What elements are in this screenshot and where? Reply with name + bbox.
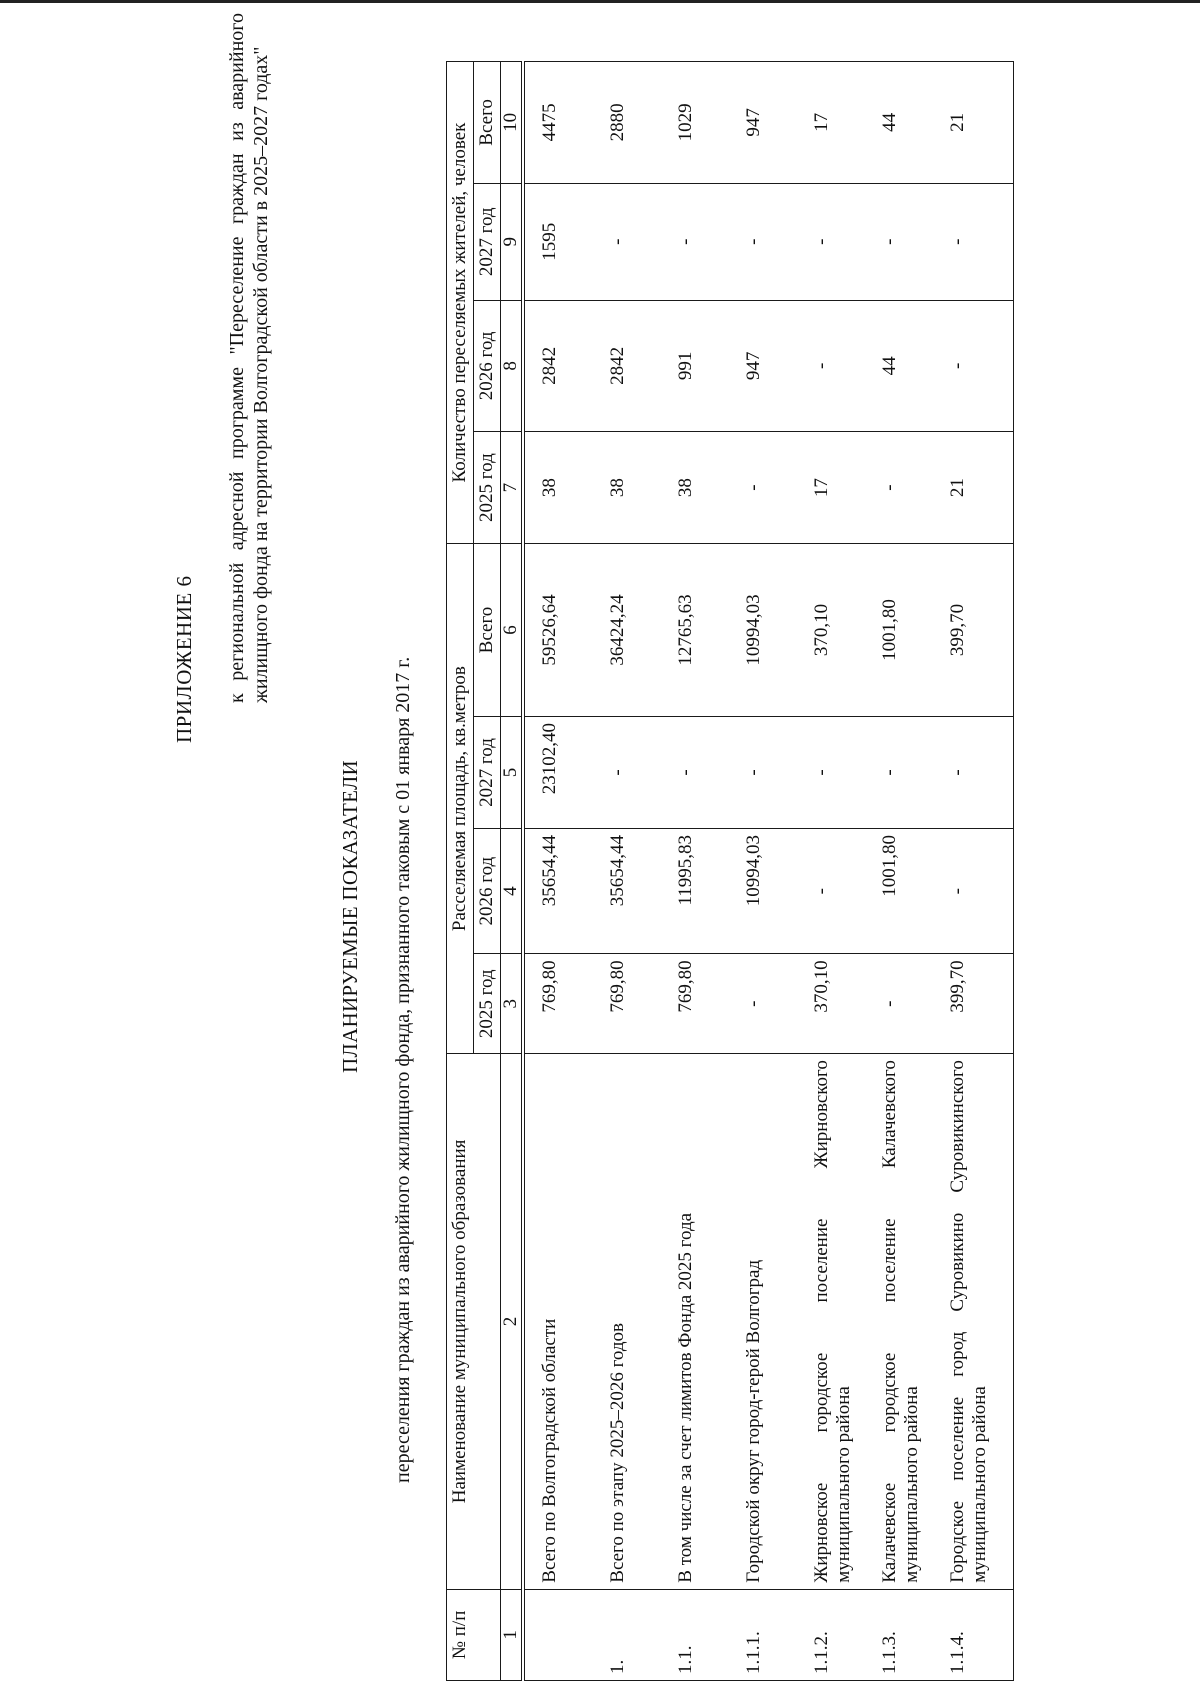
area-2026: - [809,828,877,953]
people-total: 44 [877,62,945,184]
table-row [673,62,741,1681]
people-2025: 21 [945,432,1014,544]
header-name: Наименование муниципального образования [447,1054,501,1590]
col-number: 10 [501,62,524,184]
area-2027: - [741,716,809,828]
people-2026: 2842 [523,300,605,431]
area-total: 12765,63 [673,544,741,717]
row-num: 1. [605,1589,673,1680]
people-2025: 38 [605,432,673,544]
document-subtitle: переселения граждан из аварийного жилищного фонда, признанного таковым с 01 января 2017 г. [392,656,414,1483]
people-total: 17 [809,62,877,184]
people-2027: - [673,183,741,300]
header-area-total: Всего [474,544,501,717]
header-area-2027: 2027 год [474,716,501,828]
area-2025: 370,10 [809,954,877,1054]
row-name: Жирновское городское поселение Жирновского муниципального района [809,1054,877,1590]
people-2025: 17 [809,432,877,544]
col-number: 6 [501,544,524,717]
header-people-group: Количество переселяемых жителей, человек [447,62,474,544]
area-2025: 769,80 [605,954,673,1054]
people-2025: - [741,432,809,544]
people-2026: 991 [673,300,741,431]
row-num [523,1589,605,1680]
header-area-2025: 2025 год [474,954,501,1054]
appendix-reference: к региональной адресной программе "Переселение граждан из аварийного жилищного фонда на территории Волгоградской области в 2025–2027 годах" [226,13,272,703]
header-people-2025: 2025 год [474,432,501,544]
people-2026: 2842 [605,300,673,431]
area-2026: 35654,44 [523,828,605,953]
col-number: 2 [501,1054,524,1590]
area-total: 370,10 [809,544,877,717]
area-total: 59526,64 [523,544,605,717]
area-2026: 11995,83 [673,828,741,953]
area-2027: 23102,40 [523,716,605,828]
header-row-top [447,62,474,1681]
people-2026: - [945,300,1014,431]
row-name: Городское поселение город Суровикино Суровикинского муниципального района [945,1054,1014,1590]
col-number: 1 [501,1589,524,1680]
header-area-group: Расселяемая площадь, кв.метров [447,544,474,1054]
area-total: 399,70 [945,544,1014,717]
row-name: Калачевское городское поселение Калачевского муниципального района [877,1054,945,1590]
col-number: 7 [501,432,524,544]
people-total: 21 [945,62,1014,184]
people-2027: 1595 [523,183,605,300]
indicators-table [446,61,1014,1681]
people-2027: - [945,183,1014,300]
column-number-row [501,62,524,1681]
area-2026: - [945,828,1014,953]
people-2026: 44 [877,300,945,431]
row-name: Всего по Волгоградской области [523,1054,605,1590]
people-2025: 38 [523,432,605,544]
col-number: 8 [501,300,524,431]
people-2027: - [877,183,945,300]
table-row [523,62,605,1681]
people-total: 947 [741,62,809,184]
area-2027: - [673,716,741,828]
header-area-2026: 2026 год [474,828,501,953]
document-title: ПЛАНИРУЕМЫЕ ПОКАЗАТЕЛИ [338,759,362,1073]
appendix-title: ПРИЛОЖЕНИЕ 6 [172,575,196,743]
area-2026: 35654,44 [605,828,673,953]
area-2026: 1001,80 [877,828,945,953]
area-total: 36424,24 [605,544,673,717]
row-num: 1.1. [673,1589,741,1680]
area-total: 10994,03 [741,544,809,717]
area-2027: - [605,716,673,828]
header-people-total: Всего [474,62,501,184]
area-2027: - [809,716,877,828]
row-name: Всего по этапу 2025–2026 годов [605,1054,673,1590]
table-row [945,62,1014,1681]
area-2026: 10994,03 [741,828,809,953]
area-2025: 769,80 [673,954,741,1054]
table-row [809,62,877,1681]
people-total: 1029 [673,62,741,184]
row-num: 1.1.3. [877,1589,945,1680]
table-row [741,62,809,1681]
row-name: В том числе за счет лимитов Фонда 2025 года [673,1054,741,1590]
col-number: 4 [501,828,524,953]
area-2025: - [877,954,945,1054]
row-num: 1.1.2. [809,1589,877,1680]
row-num: 1.1.1. [741,1589,809,1680]
row-num: 1.1.4. [945,1589,1014,1680]
header-people-2027: 2027 год [474,183,501,300]
table-row [877,62,945,1681]
people-2025: 38 [673,432,741,544]
people-2027: - [809,183,877,300]
people-2027: - [605,183,673,300]
people-2025: - [877,432,945,544]
area-2025: 769,80 [523,954,605,1054]
people-2027: - [741,183,809,300]
people-2026: 947 [741,300,809,431]
col-number: 5 [501,716,524,828]
area-2025: 399,70 [945,954,1014,1054]
area-total: 1001,80 [877,544,945,717]
area-2027: - [945,716,1014,828]
col-number: 9 [501,183,524,300]
people-total: 2880 [605,62,673,184]
header-num: № п/п [447,1589,501,1680]
area-2025: - [741,954,809,1054]
people-total: 4475 [523,62,605,184]
row-name: Городской округ город-герой Волгоград [741,1054,809,1590]
area-2027: - [877,716,945,828]
col-number: 3 [501,954,524,1054]
header-people-2026: 2026 год [474,300,501,431]
table-row [605,62,673,1681]
people-2026: - [809,300,877,431]
